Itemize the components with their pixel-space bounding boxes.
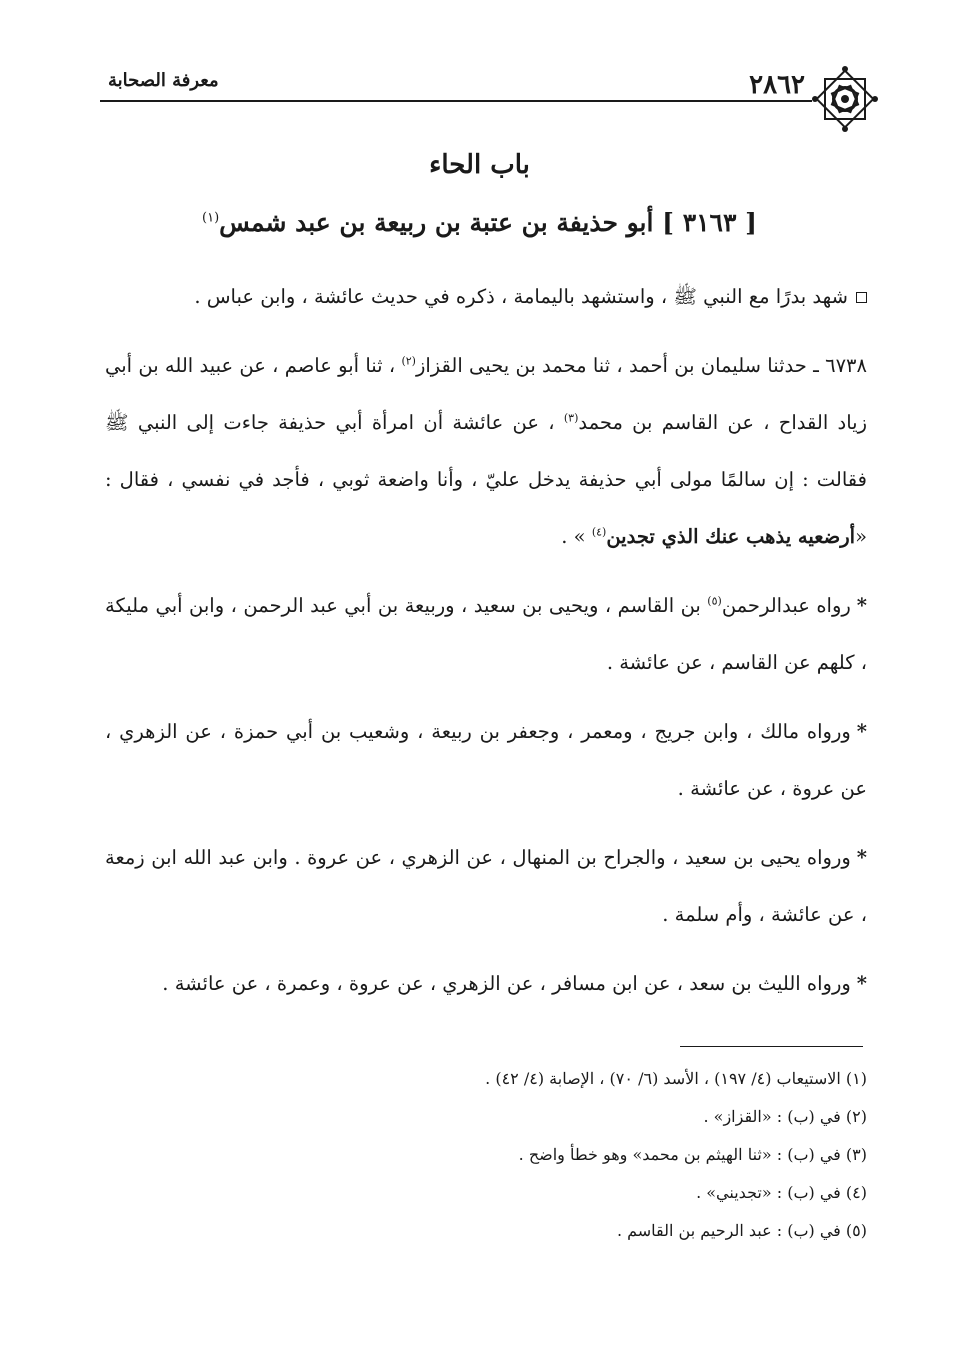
paragraph-text: ورواه مالك ، وابن جريج ، ومعمر ، وجعفر بن ربيعة ، وشعيب بن أبي حمزة ، عن الزهري ، عن عروة ، عن عائشة . [105, 720, 867, 800]
footnote-ref: (٢) [401, 354, 416, 368]
paragraph-text: بن القاسم ، ويحيى بن سعيد ، وربيعة بن أبي عبد الرحمن ، وابن أبي مليكة ، كلهم عن القاسم ، عن عائشة . [105, 594, 867, 674]
footnote: (١) الاستيعاب (٤/ ١٩٧) ، الأسد (٦/ ٧٠) ، الإصابة (٤/ ٤٢) . [485, 1069, 867, 1088]
hadith-paragraph [105, 337, 867, 565]
asterisk-marker: * [856, 720, 867, 743]
paragraph-text: ، عن عائشة أن امرأة أبي حذيفة جاءت إلى النبي ﷺ فقالت : إن سالمًا مولى أبي حذيفة يدخل عليّ ، وأنا واضعة ثوبي ، فأجد في نفسي ، فقال : « [105, 411, 867, 548]
header-rule [100, 100, 812, 102]
paragraph-text: ٦٧٣٨ ـ حدثنا سليمان بن أحمد ، ثنا محمد بن يحيى القزاز [415, 354, 867, 377]
footnote: (٢) في (ب) : «القزاز» . [703, 1107, 867, 1126]
paragraph-text: » . [561, 525, 592, 548]
asterisk-marker: * [856, 972, 867, 995]
paragraph-text: ورواه الليث بن سعد ، عن ابن مسافر ، عن الزهري ، عن عروة ، وعمرة ، عن عائشة . [162, 972, 851, 995]
narration-paragraph [105, 703, 867, 817]
square-marker-icon [856, 292, 867, 303]
page-number: ٢٨٦٢ [749, 70, 805, 100]
hadith-quote: أرضعيه يذهب عنك الذي تجدين [606, 525, 856, 548]
entry-title-text: [ ٣١٦٣ ] أبو حذيفة بن عتبة بن ربيعة بن عبد شمس [219, 208, 757, 237]
paragraph [105, 268, 867, 325]
footnotes [105, 1060, 867, 1250]
main-text [105, 268, 867, 1024]
footnote-ref: (٣) [563, 411, 579, 425]
footnote-ref: (٤) [591, 525, 607, 539]
asterisk-marker: * [856, 594, 867, 617]
paragraph-text: رواه عبدالرحمن [721, 594, 851, 617]
paragraph-text: ، ثنا أبو عاصم ، عن عبيد الله بن أبي زياد القداح ، عن القاسم بن محمد [105, 354, 867, 434]
narration-paragraph [105, 955, 867, 1012]
paragraph-text: ورواه يحيى بن سعيد ، والجراح بن المنهال ، عن الزهري ، عن عروة . وابن عبد الله ابن زمعة ، عن عائشة ، وأم سلمة . [105, 846, 867, 926]
footnote-ref: (١) [202, 210, 220, 226]
footnote: (٣) في (ب) : «ثنا الهيثم بن محمد» وهو خطأ واضح . [518, 1145, 867, 1164]
paragraph-text: شهد بدرًا مع النبي ﷺ ، واستشهد باليمامة ، ذكره في حديث عائشة ، وابن عباس . [194, 285, 848, 308]
chapter-title: باب الحاء [429, 150, 530, 180]
star-ornament-icon [812, 66, 878, 132]
narration-paragraph [105, 829, 867, 943]
asterisk-marker: * [856, 846, 867, 869]
footnote: (٤) في (ب) : «تجديني» . [696, 1183, 867, 1202]
footnote: (٥) في (ب) : عبد الرحيم بن القاسم . [616, 1221, 867, 1240]
narration-paragraph [105, 577, 867, 691]
footnote-ref: (٥) [707, 594, 722, 608]
entry-title [150, 208, 809, 237]
running-header-title: معرفة الصحابة [108, 70, 219, 91]
footnote-separator [680, 1046, 863, 1047]
